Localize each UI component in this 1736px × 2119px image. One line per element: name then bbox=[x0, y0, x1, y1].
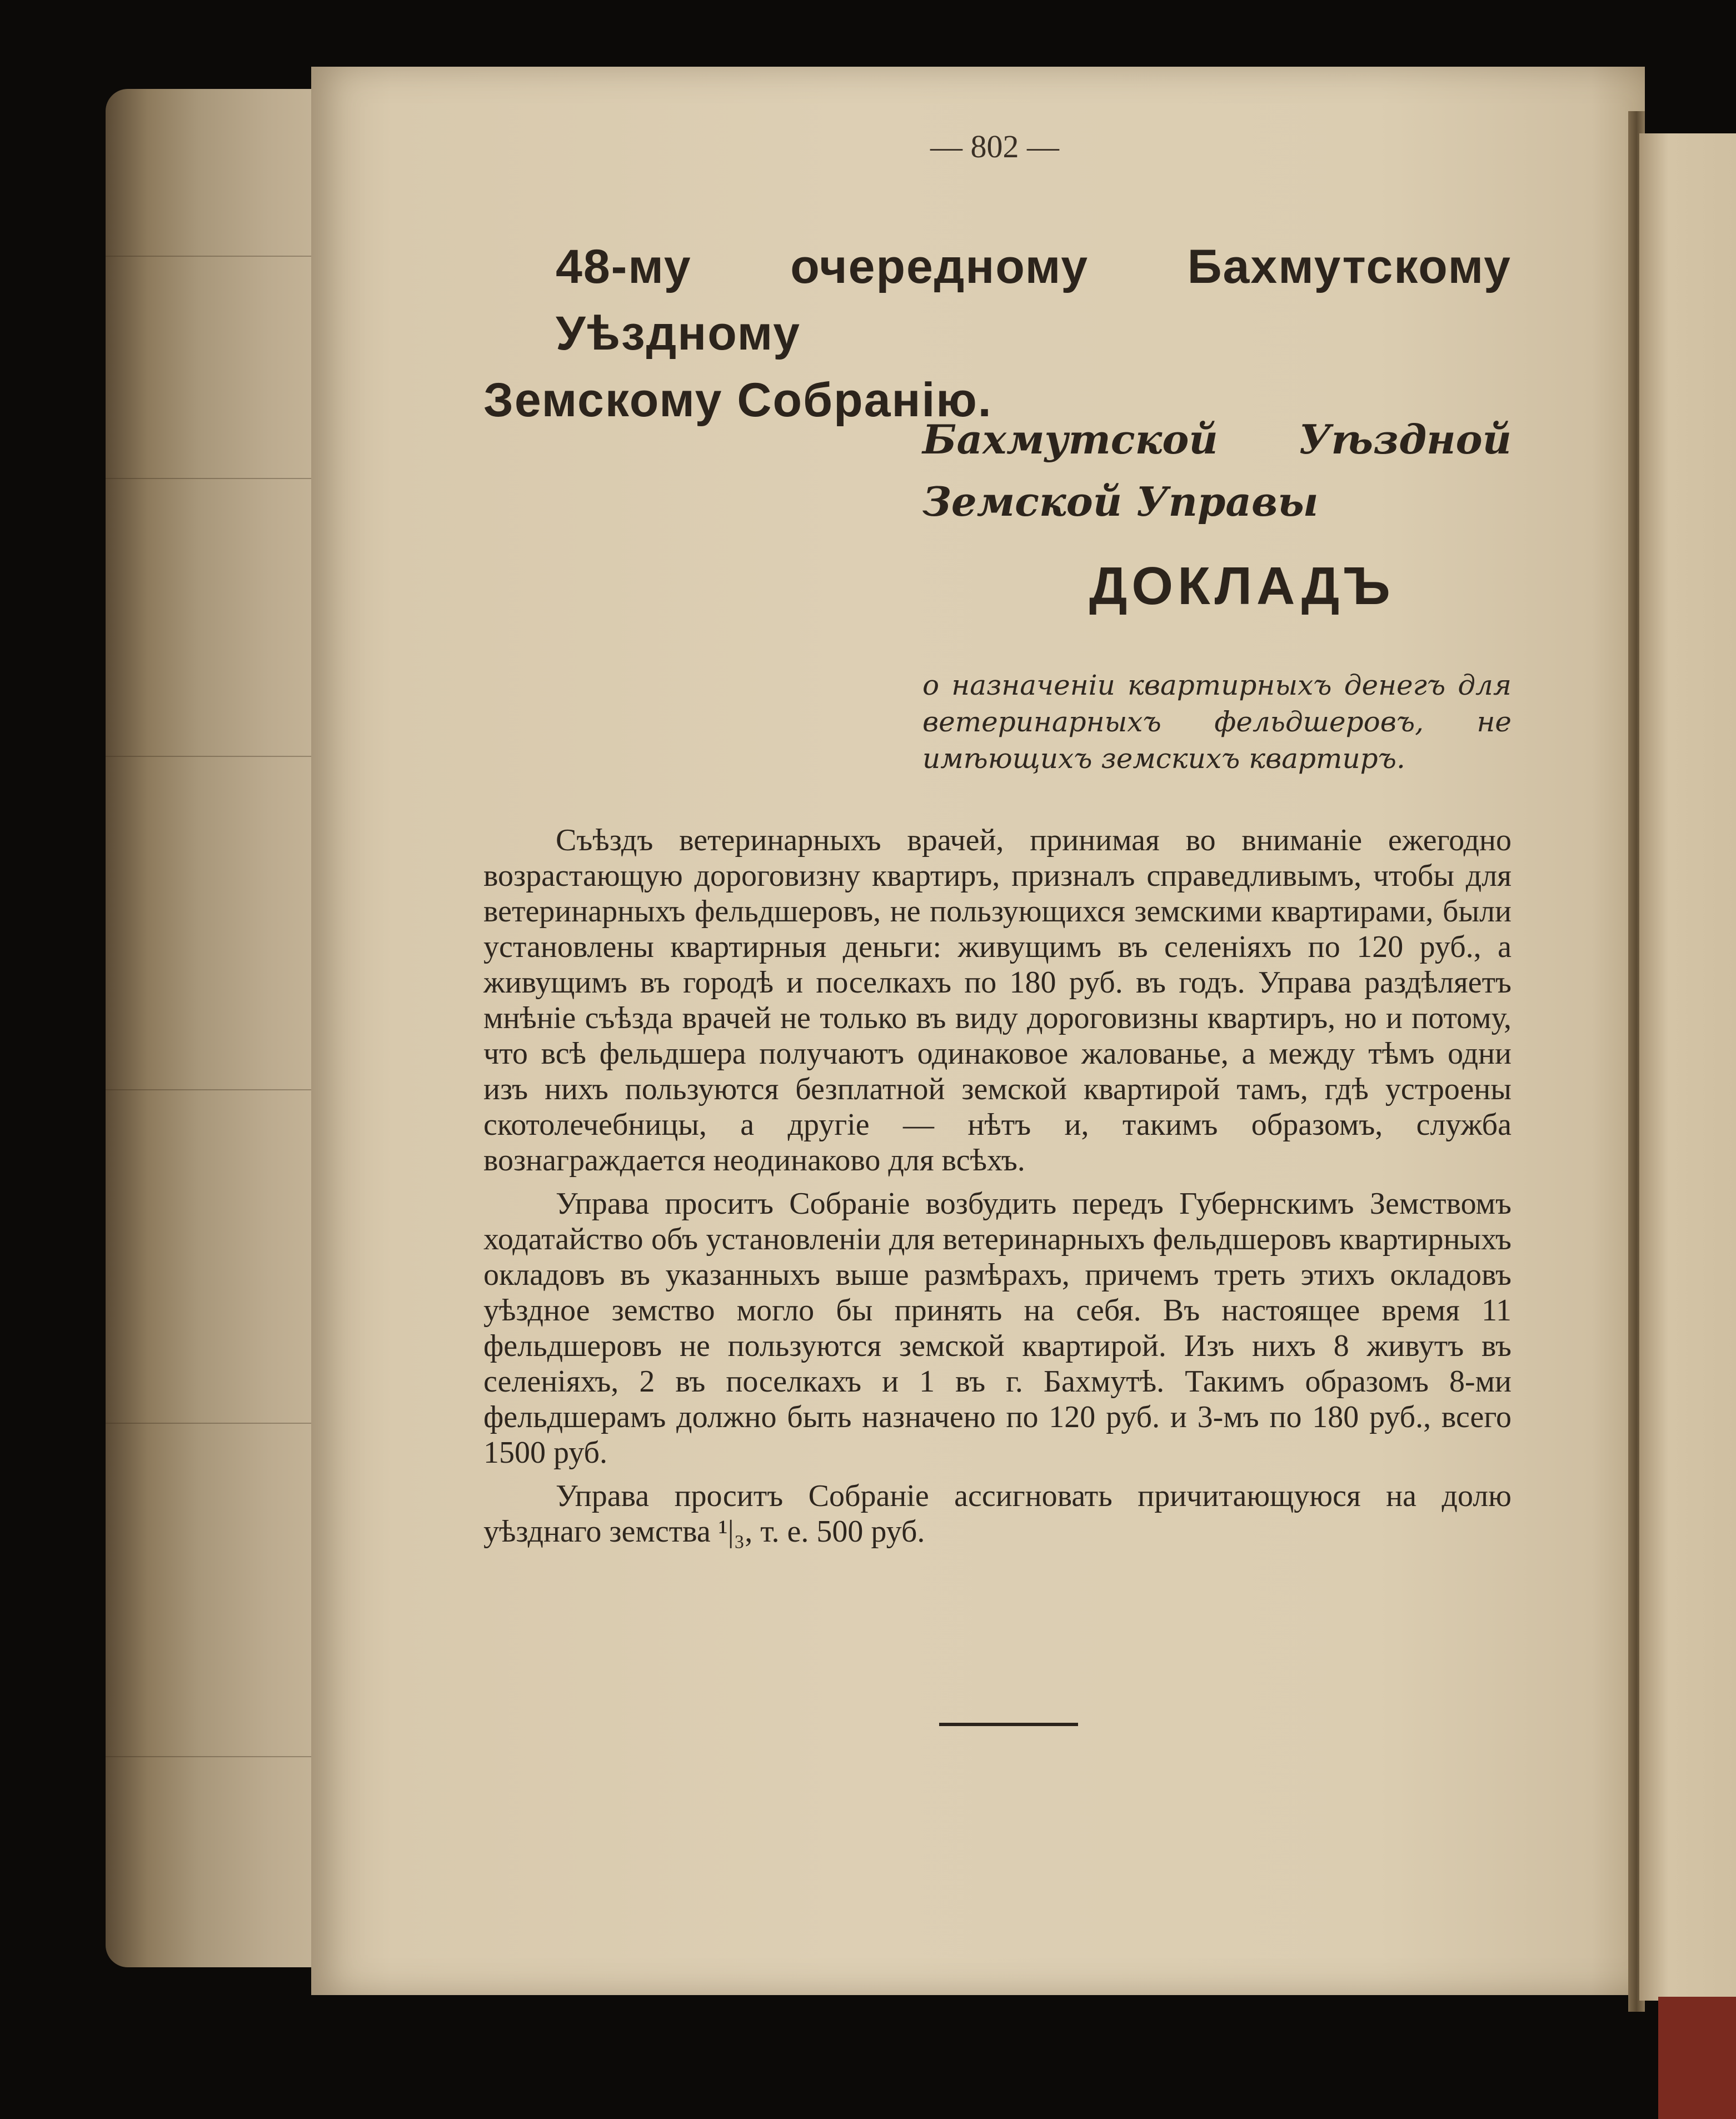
page-stack-edge bbox=[106, 89, 339, 1967]
page-number: — 802 — bbox=[930, 128, 1059, 164]
closing-rule bbox=[939, 1723, 1078, 1726]
body-text bbox=[483, 822, 1511, 1557]
heading-line-2: Земскому Собранію. bbox=[483, 373, 992, 427]
paragraph-1: Съѣздъ ветеринарныхъ врачей, принимая во вниманіе ежегодно возрастающую дороговизну квартиръ, призналъ справедливымъ, чтобы для ветеринарныхъ фельдшеровъ, не пользующихся земскими квартирами, были установлены квартирныя деньги: живущимъ въ селеніяхъ по 120 руб., а живущимъ въ городѣ и поселкахъ по 180 руб. въ годъ. Управа раздѣляетъ мнѣніе съѣзда врачей не только въ виду дороговизны квартиръ, но и потому, что всѣ фельдшера получаютъ одинаковое жалованье, а между тѣмъ одни изъ нихъ пользуются безплатной земской квартирой тамъ, гдѣ устроены скотолечебницы, а другіе — нѣтъ и, такимъ образомъ, служба вознаграждается неодинаково для всѣхъ. bbox=[483, 823, 1511, 1178]
issuing-body: Бахмутской Уѣздной Земской Управы bbox=[922, 416, 1511, 525]
document-subtitle: о назначеніи квартирныхъ денегъ для ветеринарныхъ фельдшеровъ, не имѣющихъ земскихъ квартиръ. bbox=[922, 669, 1511, 775]
paragraph-2: Управа проситъ Собраніе возбудить передъ Губернскимъ Земствомъ ходатайство объ установленіи для ветеринарныхъ фельдшеровъ квартирныхъ окладовъ въ указанныхъ выше размѣрахъ, причемъ треть этихъ окладовъ уѣздное земство могло бы принять на себя. Въ настоящее время 11 фельдшеровъ не пользуются земской квартирой. Изъ нихъ 8 живутъ въ селеніяхъ, 2 въ поселкахъ и 1 въ г. Бахмутѣ. Такимъ образомъ 8-ми фельдшерамъ должно быть назначено по 120 руб. и 3-мъ по 180 руб., всего 1500 руб. bbox=[483, 1186, 1511, 1470]
paragraph-3: Управа проситъ Собраніе ассигновать причитающуюся на долю уѣзднаго земства ¹|₃, т. е. 500 руб. bbox=[483, 1479, 1511, 1549]
heading-line-1: 48-му очередному Бахмутскому Уѣздному bbox=[556, 240, 1511, 360]
facing-page bbox=[1639, 133, 1736, 2001]
book-cover-corner bbox=[1658, 1997, 1736, 2119]
document-heading bbox=[483, 233, 1511, 433]
document-title: ДОКЛАДЪ bbox=[1089, 556, 1395, 616]
